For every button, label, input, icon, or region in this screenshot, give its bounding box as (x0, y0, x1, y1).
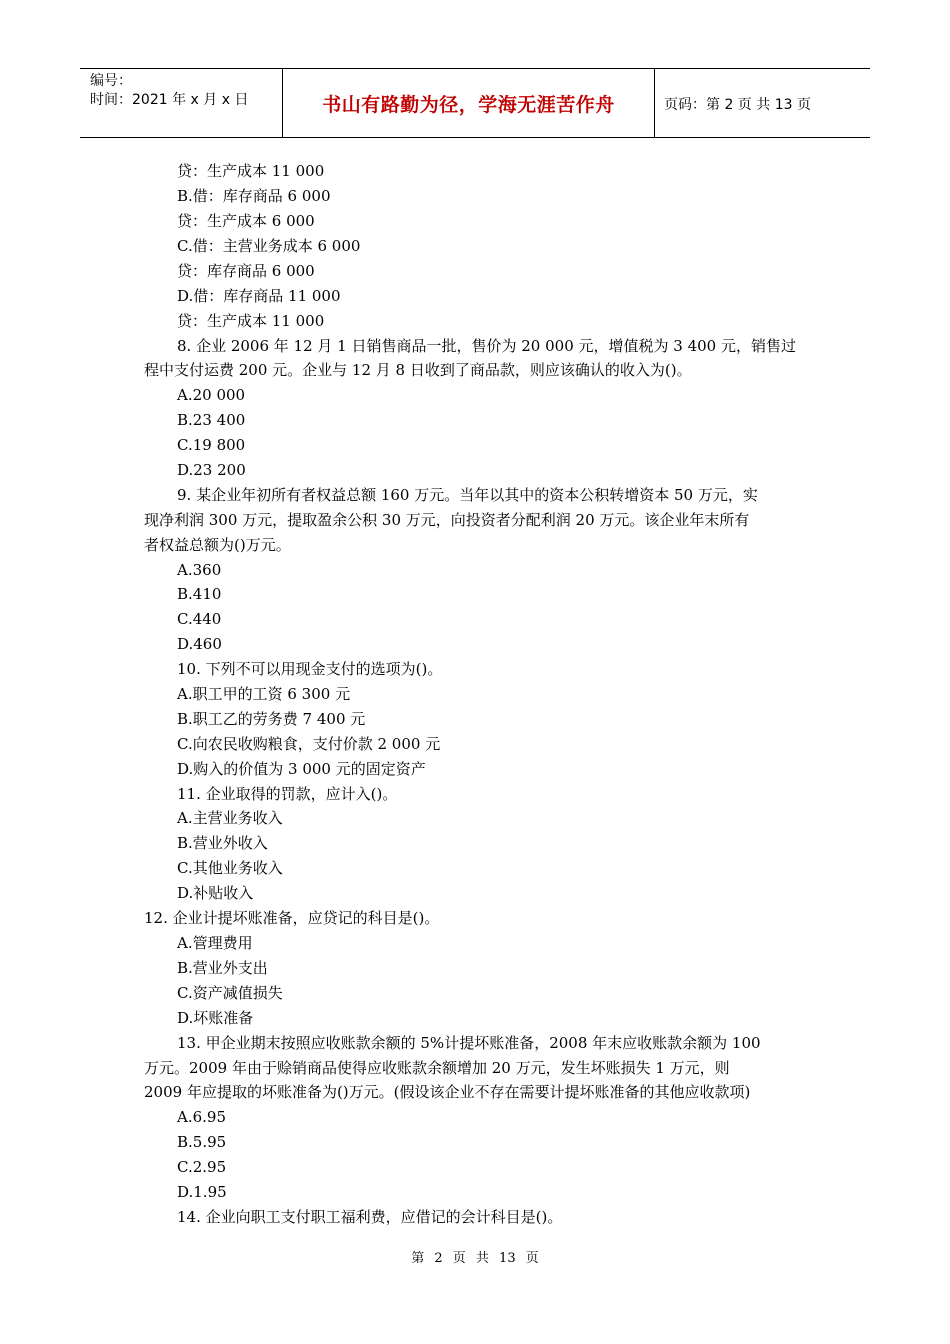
header-motto: 书山有路勤为径，学海无涯苦作舟 (322, 93, 615, 116)
option-line: B.23 400 (177, 411, 246, 429)
option-line: C.19 800 (177, 436, 246, 454)
serial-label: 编号： (90, 73, 132, 89)
option-line: A.主营业务收入 (177, 809, 283, 827)
option-line: B.410 (177, 585, 222, 603)
text-line: D.借：库存商品 11 000 (177, 287, 341, 305)
text-line: 贷：生产成本 11 000 (177, 312, 325, 330)
date-line: 时间：2021 年 x 月 x 日 (90, 92, 249, 108)
question-line: 11. 企业取得的罚款，应计入()。 (177, 785, 398, 803)
question-line: 者权益总额为()万元。 (144, 536, 291, 554)
option-line: B.营业外收入 (177, 834, 268, 852)
text-line: 贷：库存商品 6 000 (177, 262, 315, 280)
option-line: D.购入的价值为 3 000 元的固定资产 (177, 760, 426, 778)
option-line: D.补贴收入 (177, 884, 254, 902)
option-line: B.5.95 (177, 1133, 227, 1151)
text-line: 贷：生产成本 6 000 (177, 212, 315, 230)
option-line: C.向农民收购粮食，支付价款 2 000 元 (177, 735, 441, 753)
question-line: 10. 下列不可以用现金支付的选项为()。 (177, 660, 443, 678)
option-line: C.其他业务收入 (177, 859, 283, 877)
option-line: B.职工乙的劳务费 7 400 元 (177, 710, 366, 728)
option-line: C.440 (177, 610, 222, 628)
option-line: D.23 200 (177, 461, 246, 479)
question-line: 14. 企业向职工支付职工福利费，应借记的会计科目是()。 (177, 1208, 563, 1226)
question-line: 8. 企业 2006 年 12 月 1 日销售商品一批，售价为 20 000 元，增值税为 3 400 元，销售过 (177, 337, 796, 355)
question-line: 12. 企业计提坏账准备，应贷记的科目是()。 (144, 909, 440, 927)
question-line: 程中支付运费 200 元。企业与 12 月 8 日收到了商品款，则应该确认的收入为()。 (144, 361, 692, 379)
option-line: A.20 000 (177, 386, 246, 404)
question-line: 9. 某企业年初所有者权益总额 160 万元。当年以其中的资本公积转增资本 50 万元，实 (177, 486, 758, 504)
question-line: 现净利润 300 万元，提取盈余公积 30 万元，向投资者分配利润 20 万元。该企业年末所有 (144, 511, 750, 529)
question-line: 13. 甲企业期末按照应收账款余额的 5%计提坏账准备，2008 年末应收账款余额为 100 (177, 1034, 761, 1052)
option-line: D.460 (177, 635, 222, 653)
question-line: 2009 年应提取的坏账准备为()万元。(假设该企业不存在需要计提坏账准备的其他应收款项) (144, 1083, 751, 1101)
option-line: A.管理费用 (177, 934, 253, 952)
option-line: C.2.95 (177, 1158, 227, 1176)
option-line: A.职工甲的工资 6 300 元 (177, 685, 351, 703)
page-footer: 第 2 页 共 13 页 (411, 1251, 539, 1266)
text-line: 贷：生产成本 11 000 (177, 162, 325, 180)
text-line: C.借：主营业务成本 6 000 (177, 237, 361, 255)
option-line: A.6.95 (177, 1108, 226, 1126)
question-line: 万元。2009 年由于赊销商品使得应收账款余额增加 20 万元，发生坏账损失 1 万元，则 (144, 1059, 730, 1077)
option-line: B.营业外支出 (177, 959, 268, 977)
option-line: D.1.95 (177, 1183, 227, 1201)
header-page-info: 页码：第 2 页 共 13 页 (664, 97, 811, 113)
option-line: D.坏账准备 (177, 1009, 254, 1027)
option-line: C.资产减值损失 (177, 984, 283, 1002)
option-line: A.360 (177, 561, 222, 579)
text-line: B.借：库存商品 6 000 (177, 187, 331, 205)
